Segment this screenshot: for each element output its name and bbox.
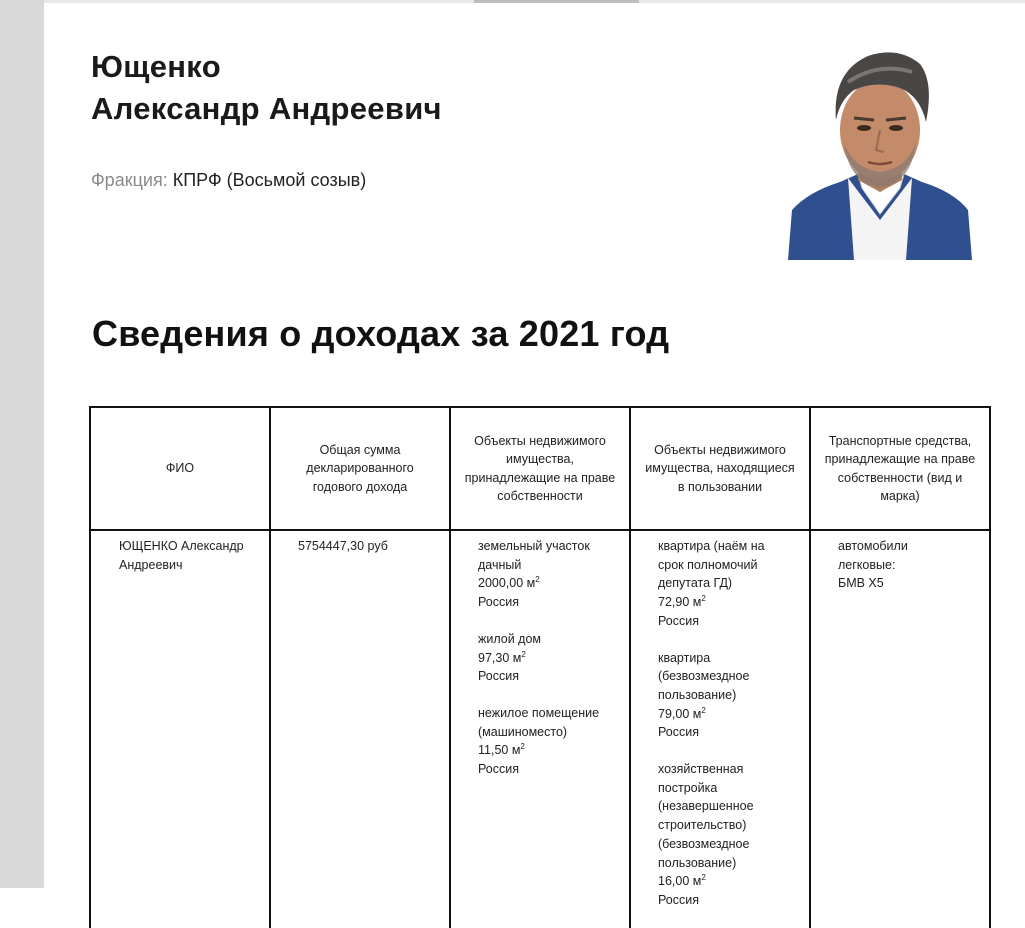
- object-area: 97,30 м: [478, 650, 522, 665]
- cell-owned-property: [450, 530, 630, 928]
- header-used-property: Объекты недвижимого имущества, находящиеся в пользовании: [630, 407, 810, 530]
- income-declaration-table: [89, 406, 991, 928]
- object-type: земельный участок дачный: [478, 539, 590, 572]
- viewer-left-gutter: [0, 0, 44, 888]
- person-name: [91, 46, 442, 130]
- area-superscript: 2: [701, 593, 706, 603]
- income-text: 5754447,30 руб: [298, 539, 388, 553]
- area-superscript: 2: [521, 649, 526, 659]
- cell-used-property: [630, 530, 810, 928]
- portrait-photo: [788, 42, 972, 260]
- object-country: Россия: [478, 595, 519, 610]
- object-country: Россия: [478, 669, 519, 684]
- faction-value: КПРФ (Восьмой созыв): [172, 170, 367, 190]
- area-superscript: 2: [535, 575, 540, 585]
- cell-income: [270, 530, 450, 928]
- header-vehicles: Транспортные средства, принадлежащие на праве собственности (вид и марка): [810, 407, 990, 530]
- object-area: 2000,00 м: [478, 576, 536, 591]
- object-area-line: [478, 741, 603, 760]
- object-type: квартира (безвозмездное пользование): [658, 650, 750, 702]
- table-header-row: [90, 407, 990, 530]
- object-type: нежилое помещение (машиноместо): [478, 705, 600, 739]
- object-country: Россия: [658, 892, 699, 907]
- object-area-line: [478, 574, 603, 593]
- used-object: [658, 760, 783, 910]
- used-object: [658, 649, 783, 743]
- header-owned-property: Объекты недвижимого имущества, принадлежащие на праве собственности: [450, 407, 630, 530]
- section-title: Сведения о доходах за 2021 год: [92, 313, 670, 354]
- object-area: 79,00 м: [658, 706, 702, 721]
- vehicles-model: БМВ X5: [838, 576, 884, 591]
- area-superscript: 2: [701, 873, 706, 883]
- vehicles-type: автомобили легковые:: [838, 539, 908, 572]
- object-area: 11,50 м: [478, 743, 521, 758]
- object-area: 72,90 м: [658, 595, 702, 610]
- cell-fio: [90, 530, 270, 928]
- used-object: [658, 537, 783, 631]
- person-surname: Ющенко: [91, 49, 221, 84]
- header-income: Общая сумма декларированного годового дохода: [270, 407, 450, 530]
- fio-text: ЮЩЕНКО Александр Андреевич: [119, 539, 244, 572]
- area-superscript: 2: [701, 705, 706, 715]
- header-fio: ФИО: [90, 407, 270, 530]
- object-area-line: [658, 872, 783, 891]
- person-given-names: Александр Андреевич: [91, 91, 442, 126]
- cell-vehicles: [810, 530, 990, 928]
- object-country: Россия: [658, 725, 699, 740]
- object-type: хозяйственная постройка (незавершенное строительство) (безвозмездное пользование): [658, 762, 754, 870]
- object-area-line: [658, 593, 783, 612]
- object-country: Россия: [658, 613, 699, 628]
- table-row: [90, 530, 990, 928]
- owned-object: [478, 630, 603, 686]
- object-type: жилой дом: [478, 631, 542, 646]
- owned-object: [478, 704, 603, 779]
- owned-object: [478, 537, 603, 612]
- object-area: 16,00 м: [658, 874, 702, 889]
- object-country: Россия: [478, 762, 519, 777]
- area-superscript: 2: [520, 742, 525, 752]
- document-page: [44, 3, 1025, 907]
- object-area-line: [658, 705, 783, 724]
- faction-label: Фракция:: [91, 170, 168, 190]
- object-type: квартира (наём на срок полномочий депутата ГД): [658, 539, 765, 591]
- faction-line: [91, 170, 366, 191]
- object-area-line: [478, 649, 603, 668]
